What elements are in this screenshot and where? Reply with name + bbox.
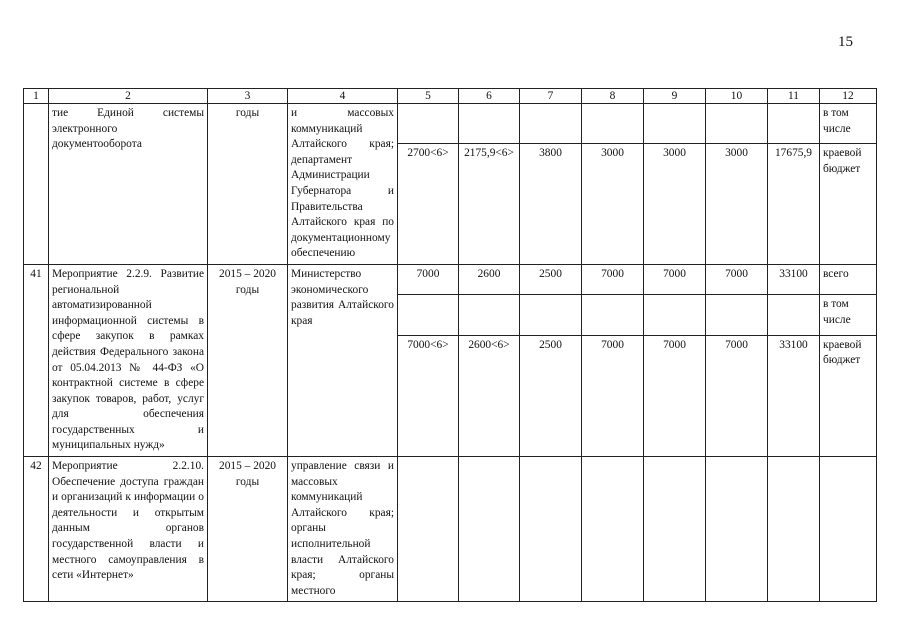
value-cell: 3000 bbox=[644, 144, 706, 265]
value-cell bbox=[644, 457, 706, 602]
value-cell bbox=[520, 457, 582, 602]
value-cell: 7000 bbox=[644, 264, 706, 294]
value-cell: 7000 bbox=[706, 264, 768, 294]
column-number: 8 bbox=[582, 89, 644, 104]
value-cell bbox=[520, 295, 582, 335]
value-cell bbox=[459, 295, 520, 335]
row-number: 42 bbox=[24, 457, 49, 602]
value-cell: 2700<6> bbox=[398, 144, 459, 265]
value-cell bbox=[644, 104, 706, 144]
column-number: 6 bbox=[459, 89, 520, 104]
value-cell: 7000 bbox=[582, 335, 644, 456]
value-cell bbox=[706, 104, 768, 144]
column-number: 1 bbox=[24, 89, 49, 104]
value-cell: 7000 bbox=[582, 264, 644, 294]
value-cell: 2175,9<6> bbox=[459, 144, 520, 265]
activity-title: Мероприятие 2.2.9. Развитие региональной автоматизированной информационной системы в сфере закупок в рамках действия Федерального закона от 05.04.2013 № 44-ФЗ «О контрактной системе в сфере закупок товаров, работ, услуг для обеспечения государственных и муниципальных нужд» bbox=[49, 264, 208, 456]
funding-source-label: в том числе bbox=[820, 104, 877, 144]
value-cell: 33100 bbox=[768, 335, 820, 456]
value-cell bbox=[582, 295, 644, 335]
activity-executor: управление связи и массовых коммуникаций Алтайского края; органы исполнительной власти Алтайского края; органы местного bbox=[288, 457, 398, 602]
column-number: 4 bbox=[288, 89, 398, 104]
value-cell: 2500 bbox=[520, 335, 582, 456]
column-number: 7 bbox=[520, 89, 582, 104]
value-cell bbox=[706, 457, 768, 602]
column-number: 2 bbox=[49, 89, 208, 104]
activity-title: тие Единой системы электронного документооборота bbox=[49, 104, 208, 265]
funding-source-label: краевой бюджет bbox=[820, 144, 877, 265]
value-cell bbox=[768, 295, 820, 335]
value-cell: 7000 bbox=[398, 264, 459, 294]
value-cell bbox=[706, 295, 768, 335]
value-cell bbox=[582, 457, 644, 602]
activity-period: 2015 – 2020 годы bbox=[208, 264, 288, 456]
table-row bbox=[24, 264, 877, 294]
column-number: 5 bbox=[398, 89, 459, 104]
value-cell: 7000 bbox=[706, 335, 768, 456]
value-cell bbox=[398, 104, 459, 144]
value-cell: 2600 bbox=[459, 264, 520, 294]
value-cell: 2500 bbox=[520, 264, 582, 294]
value-cell: 3800 bbox=[520, 144, 582, 265]
column-number: 10 bbox=[706, 89, 768, 104]
column-number: 11 bbox=[768, 89, 820, 104]
value-cell: 17675,9 bbox=[768, 144, 820, 265]
value-cell: 7000 bbox=[644, 335, 706, 456]
value-cell bbox=[459, 104, 520, 144]
value-cell bbox=[768, 104, 820, 144]
value-cell bbox=[768, 457, 820, 602]
funding-source-label: всего bbox=[820, 264, 877, 294]
activity-executor: Министерство экономического развития Алтайского края bbox=[288, 264, 398, 456]
value-cell: 2600<6> bbox=[459, 335, 520, 456]
table-row bbox=[24, 104, 877, 144]
value-cell bbox=[398, 457, 459, 602]
value-cell: 3000 bbox=[706, 144, 768, 265]
page-number: 15 bbox=[838, 34, 853, 50]
value-cell bbox=[582, 104, 644, 144]
column-number: 3 bbox=[208, 89, 288, 104]
value-cell: 7000<6> bbox=[398, 335, 459, 456]
funding-source-label: в том числе bbox=[820, 295, 877, 335]
value-cell: 3000 bbox=[582, 144, 644, 265]
column-number-row bbox=[24, 89, 877, 104]
column-number: 9 bbox=[644, 89, 706, 104]
activity-period: 2015 – 2020 годы bbox=[208, 457, 288, 602]
value-cell bbox=[459, 457, 520, 602]
activity-period: годы bbox=[208, 104, 288, 265]
program-activities-table bbox=[23, 88, 877, 602]
activity-executor: и массовых коммуникаций Алтайского края; департамент Администрации Губернатора и Правительства Алтайского края по документационному обеспечению bbox=[288, 104, 398, 265]
table-row bbox=[24, 457, 877, 602]
funding-source-label bbox=[820, 457, 877, 602]
row-number: 41 bbox=[24, 264, 49, 456]
activity-title: Мероприятие 2.2.10. Обеспечение доступа граждан и организаций к информации о деятельности и открытым данным органов государственной власти и местного самоуправления в сети «Интернет» bbox=[49, 457, 208, 602]
funding-source-label: краевой бюджет bbox=[820, 335, 877, 456]
value-cell bbox=[644, 295, 706, 335]
column-number: 12 bbox=[820, 89, 877, 104]
row-number bbox=[24, 104, 49, 265]
value-cell bbox=[520, 104, 582, 144]
value-cell: 33100 bbox=[768, 264, 820, 294]
value-cell bbox=[398, 295, 459, 335]
